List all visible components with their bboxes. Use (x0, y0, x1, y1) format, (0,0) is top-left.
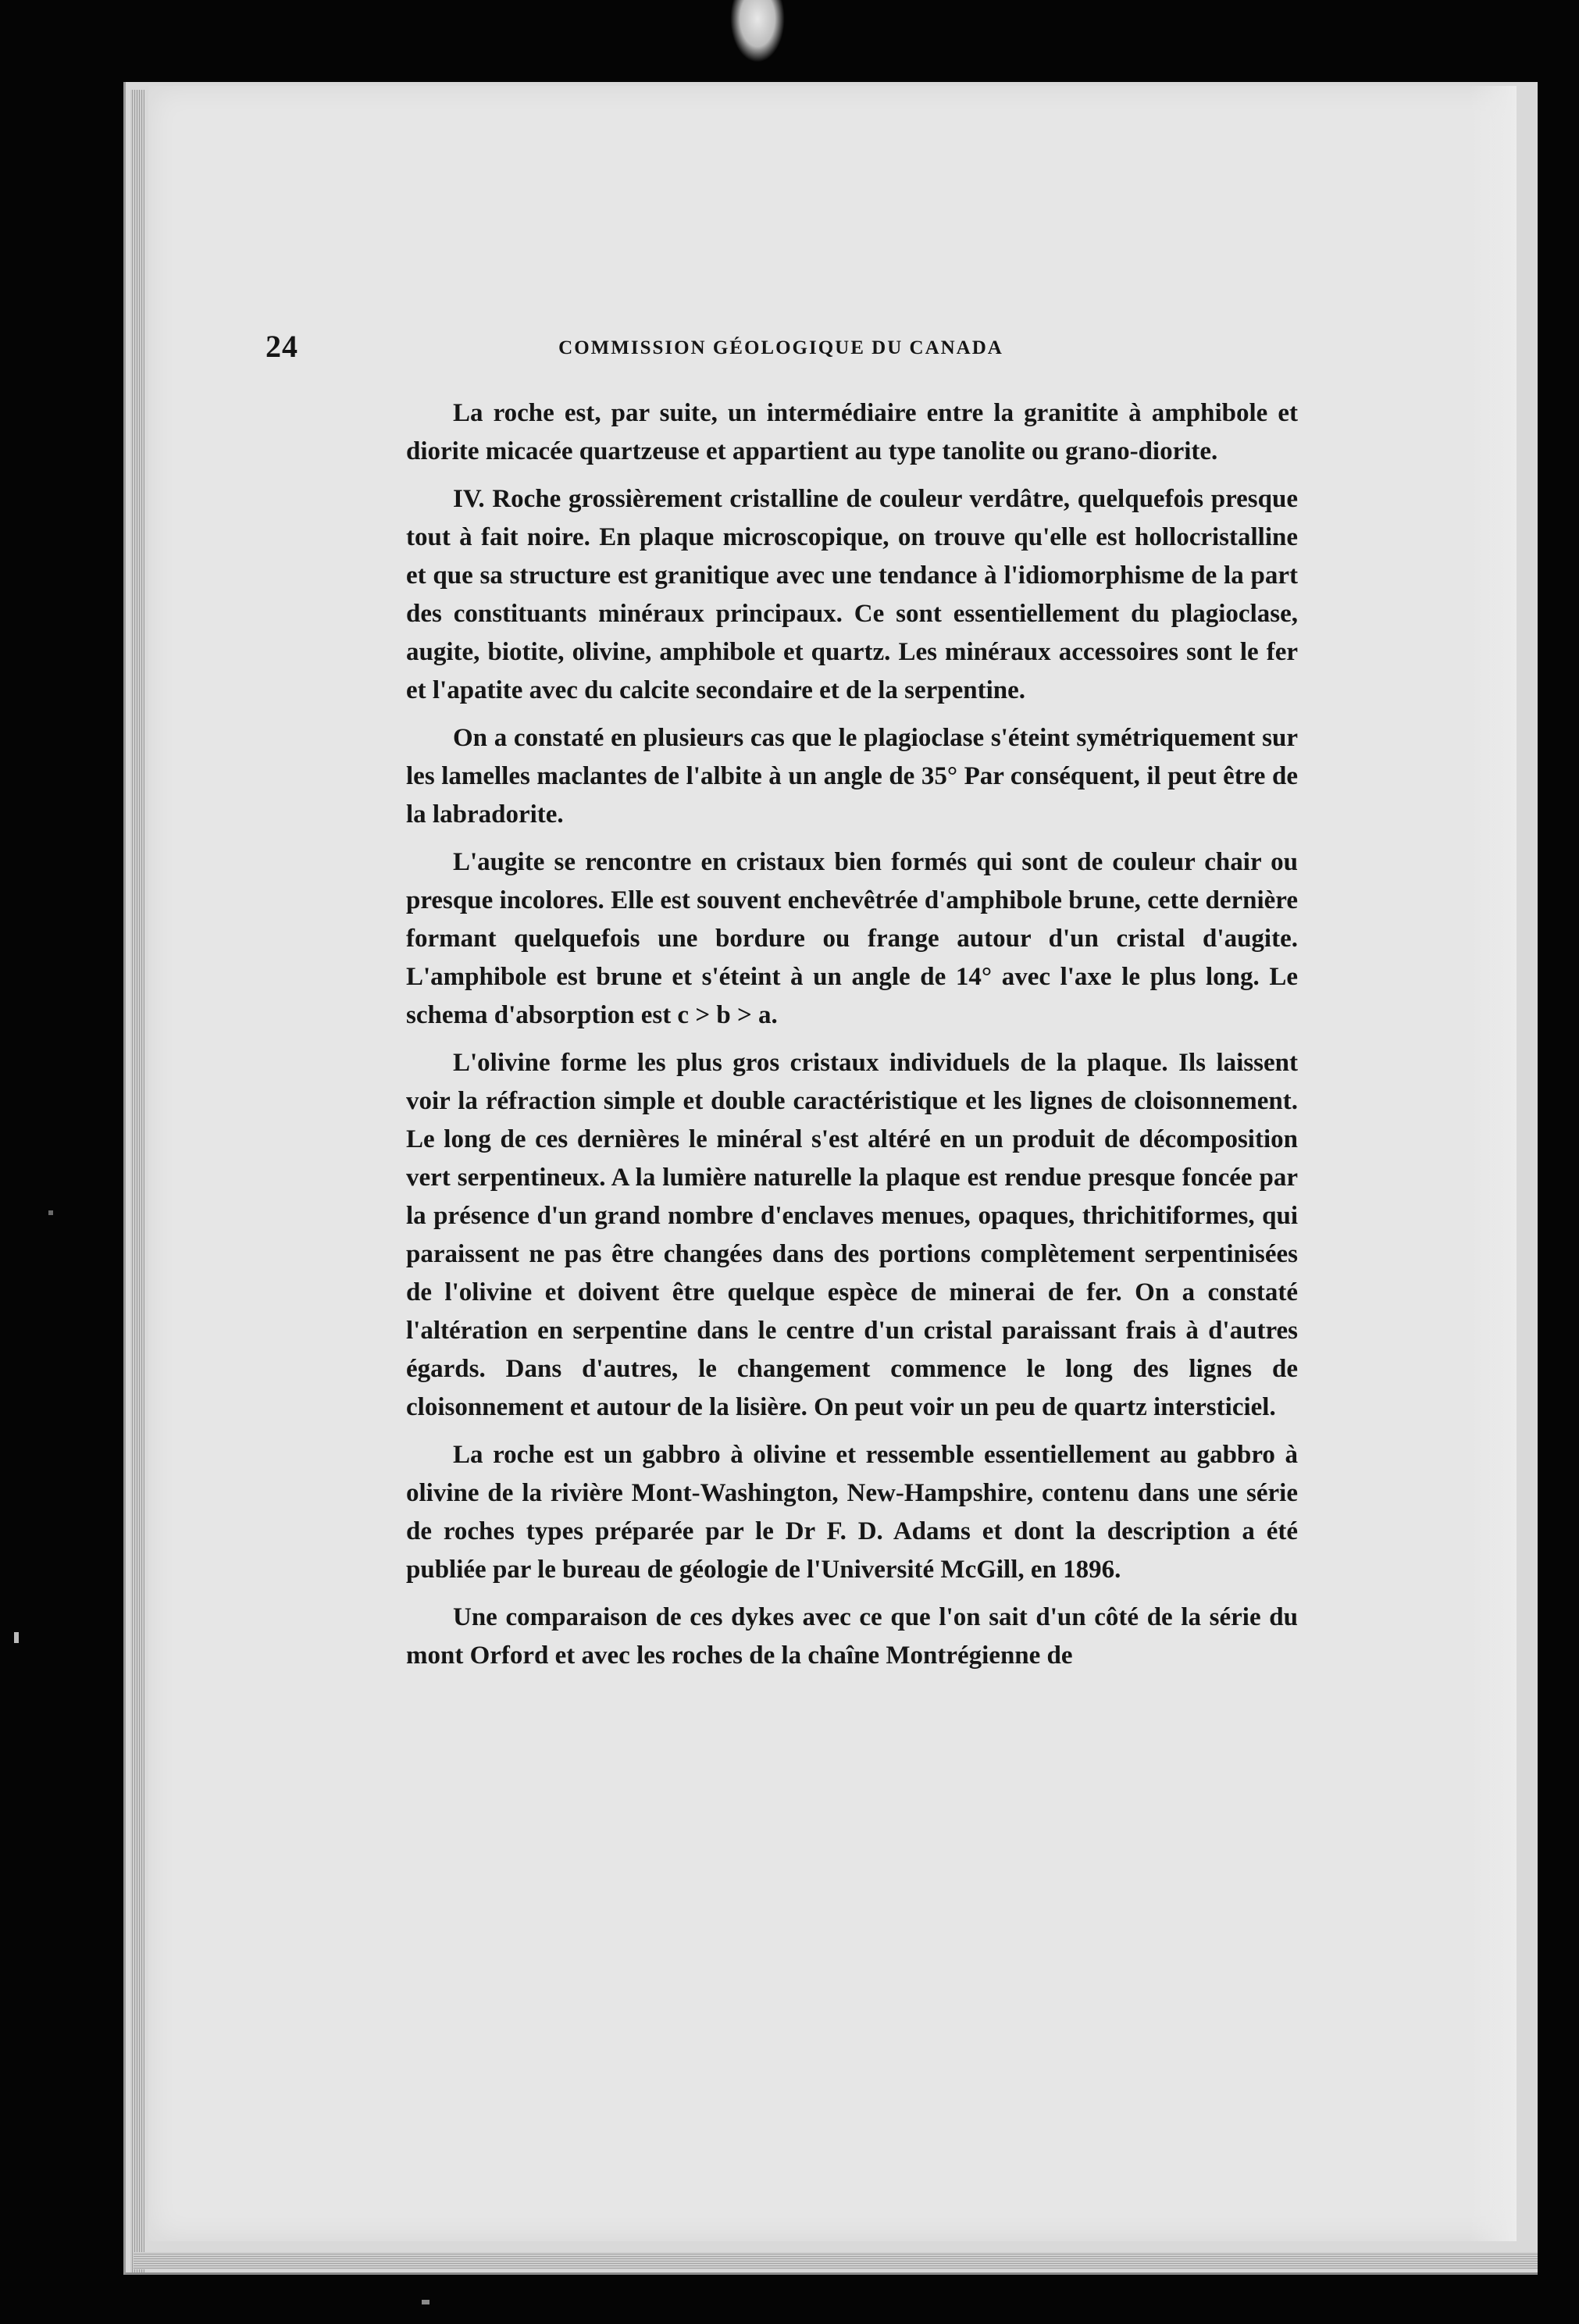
scan-speck (422, 2300, 430, 2304)
paragraph: L'augite se rencontre en cristaux bien formés qui sont de couleur chair ou presque incolores. Elle est souvent enchevêtrée d'amphibole brune, cette dernière formant quelquefois une bordure ou frange autour d'un cristal d'augite. L'amphibole est brune et s'éteint à un angle de 14° avec l'axe le plus long. Le schema d'absorption est c > b > a. (406, 848, 1298, 1029)
paragraph: L'olivine forme les plus gros cristaux individuels de la plaque. Ils laissent voir la réfraction simple et double caractéristique et les lignes de cloisonnement. Le long de ces dernières le minéral s'est altéré en un produit de décomposition vert serpentineux. A la lumière naturelle la plaque est rendue presque foncée par la présence d'un grand nombre d'enclaves menues, opaques, thrichitiformes, qui paraissent ne pas être changées dans des portions complètement serpentinisées de l'olivine et doivent être quelque espèce de minerai de fer. On a constaté l'altération en serpentine dans le centre d'un cristal paraissant frais à d'autres égards. Dans d'autres, le changement commence le long des lignes de cloisonnement et autour de la lisière. On peut voir un peu de quartz intersticiel. (406, 1049, 1298, 1421)
paragraph: Une comparaison de ces dykes avec ce que l'on sait d'un côté de la série du mont Orford et avec les roches de la chaîne Montrégienne de (406, 1603, 1298, 1670)
scan-artifact-top (730, 0, 785, 62)
paragraph: IV. Roche grossièrement cristalline de couleur verdâtre, quelquefois presque tout à fait noire. En plaque microscopique, on trouve qu'elle est hollocristalline et que sa structure est granitique avec une tendance à l'idiomorphisme de la part des constituants minéraux principaux. Ce sont essentiellement du plagioclase, augite, biotite, olivine, amphibole et quartz. Les minéraux accessoires sont le fer et l'apatite avec du calcite secondaire et de la serpentine. (406, 485, 1298, 704)
paragraph: La roche est un gabbro à olivine et ressemble essentiellement au gabbro à olivine de la rivière Mont-Washington, New-Hampshire, contenu dans une série de roches types préparée par le Dr F. D. Adams et dont la description a été publiée par le bureau de géologie de l'Université McGill, en 1896. (406, 1441, 1298, 1584)
page-number: 24 (266, 329, 298, 364)
page-header (266, 328, 1296, 375)
running-head: COMMISSION GÉOLOGIQUE DU CANADA (558, 337, 1003, 358)
paragraph: La roche est, par suite, un intermédiaire entre la granitite à amphibole et diorite micacée quartzeuse et appartient au type tanolite ou grano-diorite. (406, 399, 1298, 465)
body-text (406, 394, 1298, 1684)
scan-artifact-left (14, 1632, 19, 1643)
page-edge-highlight (1470, 86, 1517, 2241)
scan-speck (48, 1210, 53, 1215)
paragraph: On a constaté en plusieurs cas que le plagioclase s'éteint symétriquement sur les lamelles maclantes de l'albite à un angle de 35° Par conséquent, il peut être de la labradorite. (406, 724, 1298, 829)
